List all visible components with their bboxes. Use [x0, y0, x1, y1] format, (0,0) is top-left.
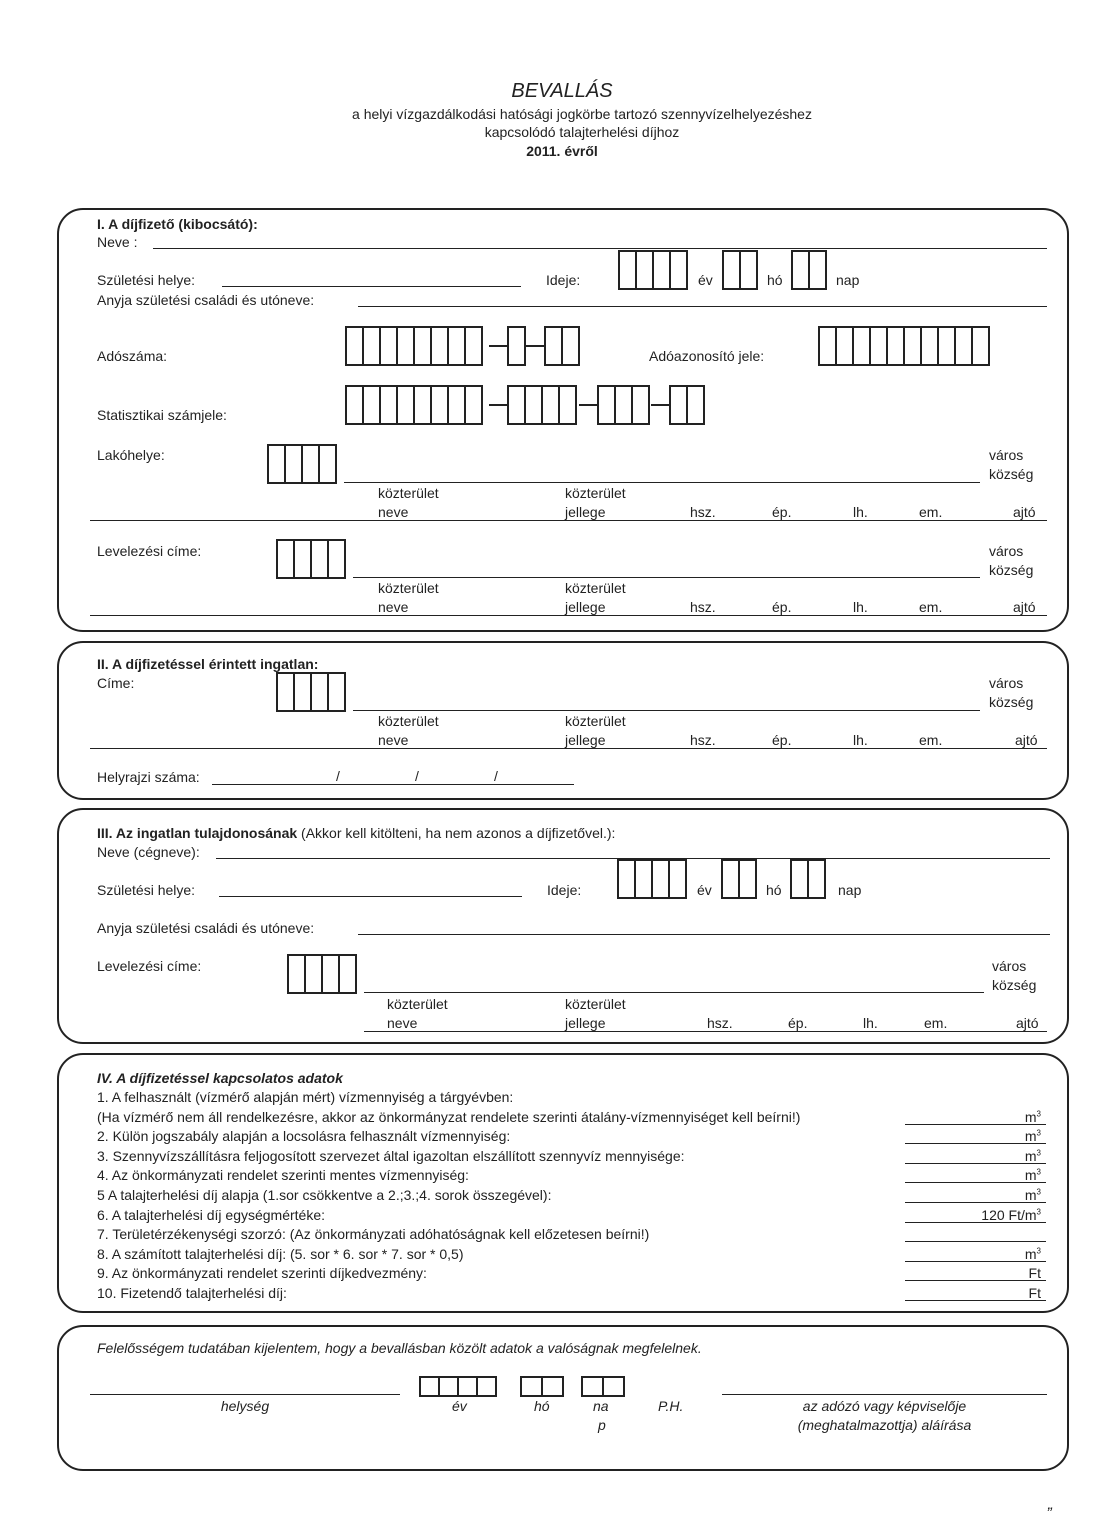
parcel-slash: / — [494, 768, 498, 784]
street-name-label: neve — [378, 732, 409, 748]
payer-birth-day-boxes[interactable] — [791, 250, 827, 290]
signing-day-label-1: na — [593, 1398, 609, 1414]
fee-row-label: 10. Fizetendő talajterhelési díj: — [97, 1285, 287, 1301]
owner-street-field[interactable] — [364, 1031, 1047, 1032]
owner-birthplace-field[interactable] — [219, 896, 522, 897]
section-2-heading: II. A díjfizetéssel érintett ingatlan: — [97, 656, 319, 672]
building-label: ép. — [788, 1015, 808, 1031]
village-label: község — [989, 562, 1034, 578]
house-number-label: hsz. — [707, 1015, 733, 1031]
form-title: BEVALLÁS — [511, 80, 613, 102]
owner-month-label: hó — [766, 882, 782, 898]
signature-label-1: az adózó vagy képviselője — [802, 1398, 967, 1414]
unit-superscript: 3 — [1036, 1109, 1041, 1119]
signing-year-boxes[interactable] — [419, 1376, 497, 1397]
door-label: ajtó — [1013, 504, 1036, 520]
tax-number-boxes-1[interactable] — [345, 326, 483, 366]
tax-id-boxes[interactable] — [818, 326, 990, 366]
residence-street-field[interactable] — [90, 520, 1047, 521]
street-type-label: jellege — [565, 1015, 606, 1031]
tax-number-boxes-3[interactable] — [544, 326, 580, 366]
payer-birthplace-label: Születési helye: — [97, 272, 196, 288]
fee-row-unit — [905, 1246, 1041, 1262]
unit-text: 120 Ft/m — [981, 1207, 1037, 1223]
property-city-field[interactable] — [353, 710, 980, 711]
parcel-slash: / — [415, 768, 419, 784]
building-label: ép. — [772, 732, 792, 748]
form-subtitle-2: kapcsolódó talajterhelési díjhoz — [484, 124, 680, 140]
owner-mailing-label: Levelezési címe: — [97, 958, 202, 974]
unit-text: m — [1024, 1128, 1037, 1144]
unit-text: m — [1024, 1246, 1037, 1262]
parcel-slash: / — [336, 768, 340, 784]
footer-mark: „ — [1048, 1496, 1054, 1513]
section-4-heading: IV. A díjfizetéssel kapcsolatos adatok — [97, 1070, 343, 1086]
form-year: 2011. évről — [526, 143, 598, 159]
unit-text: Ft — [1028, 1265, 1041, 1281]
property-zip-boxes[interactable] — [276, 672, 346, 712]
fee-row-label: 8. A számított talajterhelési díj: (5. sor * 6. sor * 7. sor * 0,5) — [97, 1246, 464, 1262]
dash — [489, 345, 507, 347]
place-field[interactable] — [90, 1394, 400, 1395]
city-label: város — [989, 675, 1024, 691]
signing-day-boxes[interactable] — [581, 1376, 625, 1397]
owner-year-label: év — [697, 882, 712, 898]
city-label: város — [992, 958, 1027, 974]
house-number-label: hsz. — [690, 732, 716, 748]
payer-birth-year-boxes[interactable] — [618, 250, 688, 290]
signature-field[interactable] — [722, 1394, 1047, 1395]
fee-row-value-field[interactable] — [905, 1241, 1046, 1242]
mailing-zip-boxes[interactable] — [276, 539, 346, 579]
property-street-field[interactable] — [90, 748, 1047, 749]
street-label: közterület — [565, 580, 626, 596]
street-type-label: jellege — [565, 732, 606, 748]
mailing-city-field[interactable] — [353, 577, 980, 578]
village-label: község — [989, 466, 1034, 482]
owner-birth-year-boxes[interactable] — [617, 859, 687, 899]
owner-birthplace-label: Születési helye: — [97, 882, 196, 898]
unit-superscript: 3 — [1036, 1128, 1041, 1138]
stat-number-boxes-2[interactable] — [507, 385, 577, 425]
unit-text: m — [1024, 1109, 1037, 1125]
door-label: ajtó — [1015, 732, 1038, 748]
dash — [579, 404, 597, 406]
mailing-street-field[interactable] — [90, 615, 1047, 616]
dash — [489, 404, 507, 406]
stat-number-boxes-4[interactable] — [669, 385, 705, 425]
floor-label: em. — [919, 599, 943, 615]
village-label: község — [992, 977, 1037, 993]
owner-mother-name-field[interactable] — [358, 934, 1050, 935]
door-label: ajtó — [1013, 599, 1036, 615]
statistical-number-label: Statisztikai számjele: — [97, 407, 227, 423]
house-number-label: hsz. — [690, 599, 716, 615]
dash — [526, 345, 544, 347]
parcel-number-field[interactable] — [212, 784, 574, 785]
stamp-label: P.H. — [658, 1398, 684, 1414]
residence-city-field[interactable] — [344, 482, 980, 483]
dash — [651, 404, 669, 406]
village-label: község — [989, 694, 1034, 710]
fee-row-label: 7. Területérzékenységi szorzó: (Az önkormányzati adóhatóságnak kell előzetesen beírni!) — [97, 1226, 650, 1242]
residence-zip-boxes[interactable] — [267, 444, 337, 484]
fee-row-unit — [905, 1148, 1041, 1164]
payer-day-label: nap — [836, 272, 860, 288]
fee-row-unit — [905, 1167, 1041, 1183]
street-type-label: jellege — [565, 599, 606, 615]
fee-row-unit — [905, 1109, 1041, 1125]
fee-row-label: 6. A talajterhelési díj egységmértéke: — [97, 1207, 326, 1223]
street-label: közterület — [565, 485, 626, 501]
building-label: ép. — [772, 504, 792, 520]
unit-text: m — [1024, 1148, 1037, 1164]
staircase-label: lh. — [853, 504, 868, 520]
payer-month-label: hó — [767, 272, 783, 288]
payer-name-label: Neve : — [97, 234, 138, 250]
floor-label: em. — [919, 504, 943, 520]
city-label: város — [989, 543, 1024, 559]
street-label: közterület — [565, 713, 626, 729]
signing-day-label-2: p — [598, 1417, 606, 1433]
mailing-address-label: Levelezési címe: — [97, 543, 202, 559]
owner-name-label: Neve (cégneve): — [97, 844, 200, 860]
tax-number-label: Adószáma: — [97, 348, 168, 364]
signing-year-label: év — [452, 1398, 467, 1414]
tax-number-boxes-2[interactable] — [507, 326, 526, 366]
tax-id-label: Adóazonosító jele: — [649, 348, 765, 364]
street-name-label: neve — [378, 504, 409, 520]
street-name-label: neve — [378, 599, 409, 615]
parcel-number-label: Helyrajzi száma: — [97, 769, 200, 785]
fee-row-unit — [905, 1285, 1041, 1301]
payer-mother-name-field[interactable] — [358, 306, 1047, 307]
staircase-label: lh. — [853, 732, 868, 748]
declaration-statement: Felelősségem tudatában kijelentem, hogy a bevallásban közölt adatok a valóságnak megfelelnek. — [97, 1340, 702, 1356]
house-number-label: hsz. — [690, 504, 716, 520]
building-label: ép. — [772, 599, 792, 615]
payer-birthdate-label: Ideje: — [546, 272, 581, 288]
fee-row-label: 4. Az önkormányzati rendelet szerinti mentes vízmennyiség: — [97, 1167, 469, 1183]
payer-year-label: év — [698, 272, 713, 288]
street-label: közterület — [378, 713, 439, 729]
fee-row-unit — [905, 1128, 1041, 1144]
city-label: város — [989, 447, 1024, 463]
fee-row-label: 1. A felhasznált (vízmérő alapján mért) vízmennyiség a tárgyévben: — [97, 1089, 514, 1105]
unit-superscript: 3 — [1036, 1246, 1041, 1256]
fee-row-unit — [905, 1265, 1041, 1281]
unit-superscript: 3 — [1036, 1148, 1041, 1158]
payer-mother-name-label: Anyja születési családi és utóneve: — [97, 292, 315, 308]
payer-name-field[interactable] — [153, 248, 1047, 249]
signing-month-label: hó — [534, 1398, 550, 1414]
fee-row-label: 3. Szennyvízszállításra feljogosított szervezet által igazoltan elszállított szennyvíz mennyisége: — [97, 1148, 685, 1164]
place-label: helység — [220, 1398, 270, 1414]
unit-superscript: 3 — [1036, 1167, 1041, 1177]
stat-number-boxes-3[interactable] — [597, 385, 650, 425]
street-label: közterület — [378, 580, 439, 596]
stat-number-boxes-1[interactable] — [345, 385, 483, 425]
property-address-label: Címe: — [97, 675, 135, 691]
section-1-heading: I. A díjfizető (kibocsátó): — [97, 216, 258, 232]
owner-birthdate-label: Ideje: — [547, 882, 582, 898]
fee-row-unit — [905, 1187, 1041, 1203]
signature-label-2: (meghatalmazottja) aláírása — [797, 1417, 972, 1433]
section-3-heading-note: (Akkor kell kitölteni, ha nem azonos a díjfizetővel.): — [297, 825, 616, 841]
door-label: ajtó — [1016, 1015, 1039, 1031]
form-subtitle-1: a helyi vízgazdálkodási hatósági jogkörbe tartozó szennyvízelhelyezéshez — [352, 106, 812, 122]
fee-row-label: (Ha vízmérő nem áll rendelkezésre, akkor az önkormányzat rendelete szerinti átalány-vízmennyiséget kell beírni!) — [97, 1109, 801, 1125]
unit-text: m — [1024, 1187, 1037, 1203]
staircase-label: lh. — [863, 1015, 878, 1031]
unit-text: m — [1024, 1167, 1037, 1183]
fee-row-unit — [905, 1207, 1041, 1223]
section-3-heading — [97, 825, 615, 841]
street-type-label: jellege — [565, 504, 606, 520]
owner-mother-name-label: Anyja születési családi és utóneve: — [97, 920, 315, 936]
street-name-label: neve — [387, 1015, 418, 1031]
floor-label: em. — [924, 1015, 948, 1031]
unit-superscript: 3 — [1036, 1207, 1041, 1217]
fee-row-label: 9. Az önkormányzati rendelet szerinti díjkedvezmény: — [97, 1265, 427, 1281]
owner-zip-boxes[interactable] — [287, 954, 357, 994]
section-3-heading-bold: III. Az ingatlan tulajdonosának — [97, 825, 298, 841]
staircase-label: lh. — [853, 599, 868, 615]
street-label: közterület — [387, 996, 448, 1012]
street-label: közterület — [378, 485, 439, 501]
street-label: közterület — [565, 996, 626, 1012]
unit-superscript: 3 — [1036, 1187, 1041, 1197]
floor-label: em. — [919, 732, 943, 748]
fee-row-label: 2. Külön jogszabály alapján a locsolásra felhasznált vízmennyiség: — [97, 1128, 511, 1144]
owner-day-label: nap — [838, 882, 862, 898]
owner-birth-day-boxes[interactable] — [790, 859, 826, 899]
unit-text: Ft — [1028, 1285, 1041, 1301]
residence-label: Lakóhelye: — [97, 447, 165, 463]
payer-birth-month-boxes[interactable] — [722, 250, 758, 290]
owner-birth-month-boxes[interactable] — [721, 859, 757, 899]
fee-row-label: 5 A talajterhelési díj alapja (1.sor csökkentve a 2.;3.;4. sorok összegével): — [97, 1187, 552, 1203]
owner-city-field[interactable] — [364, 992, 984, 993]
payer-birthplace-field[interactable] — [222, 286, 521, 287]
signing-month-boxes[interactable] — [520, 1376, 564, 1397]
